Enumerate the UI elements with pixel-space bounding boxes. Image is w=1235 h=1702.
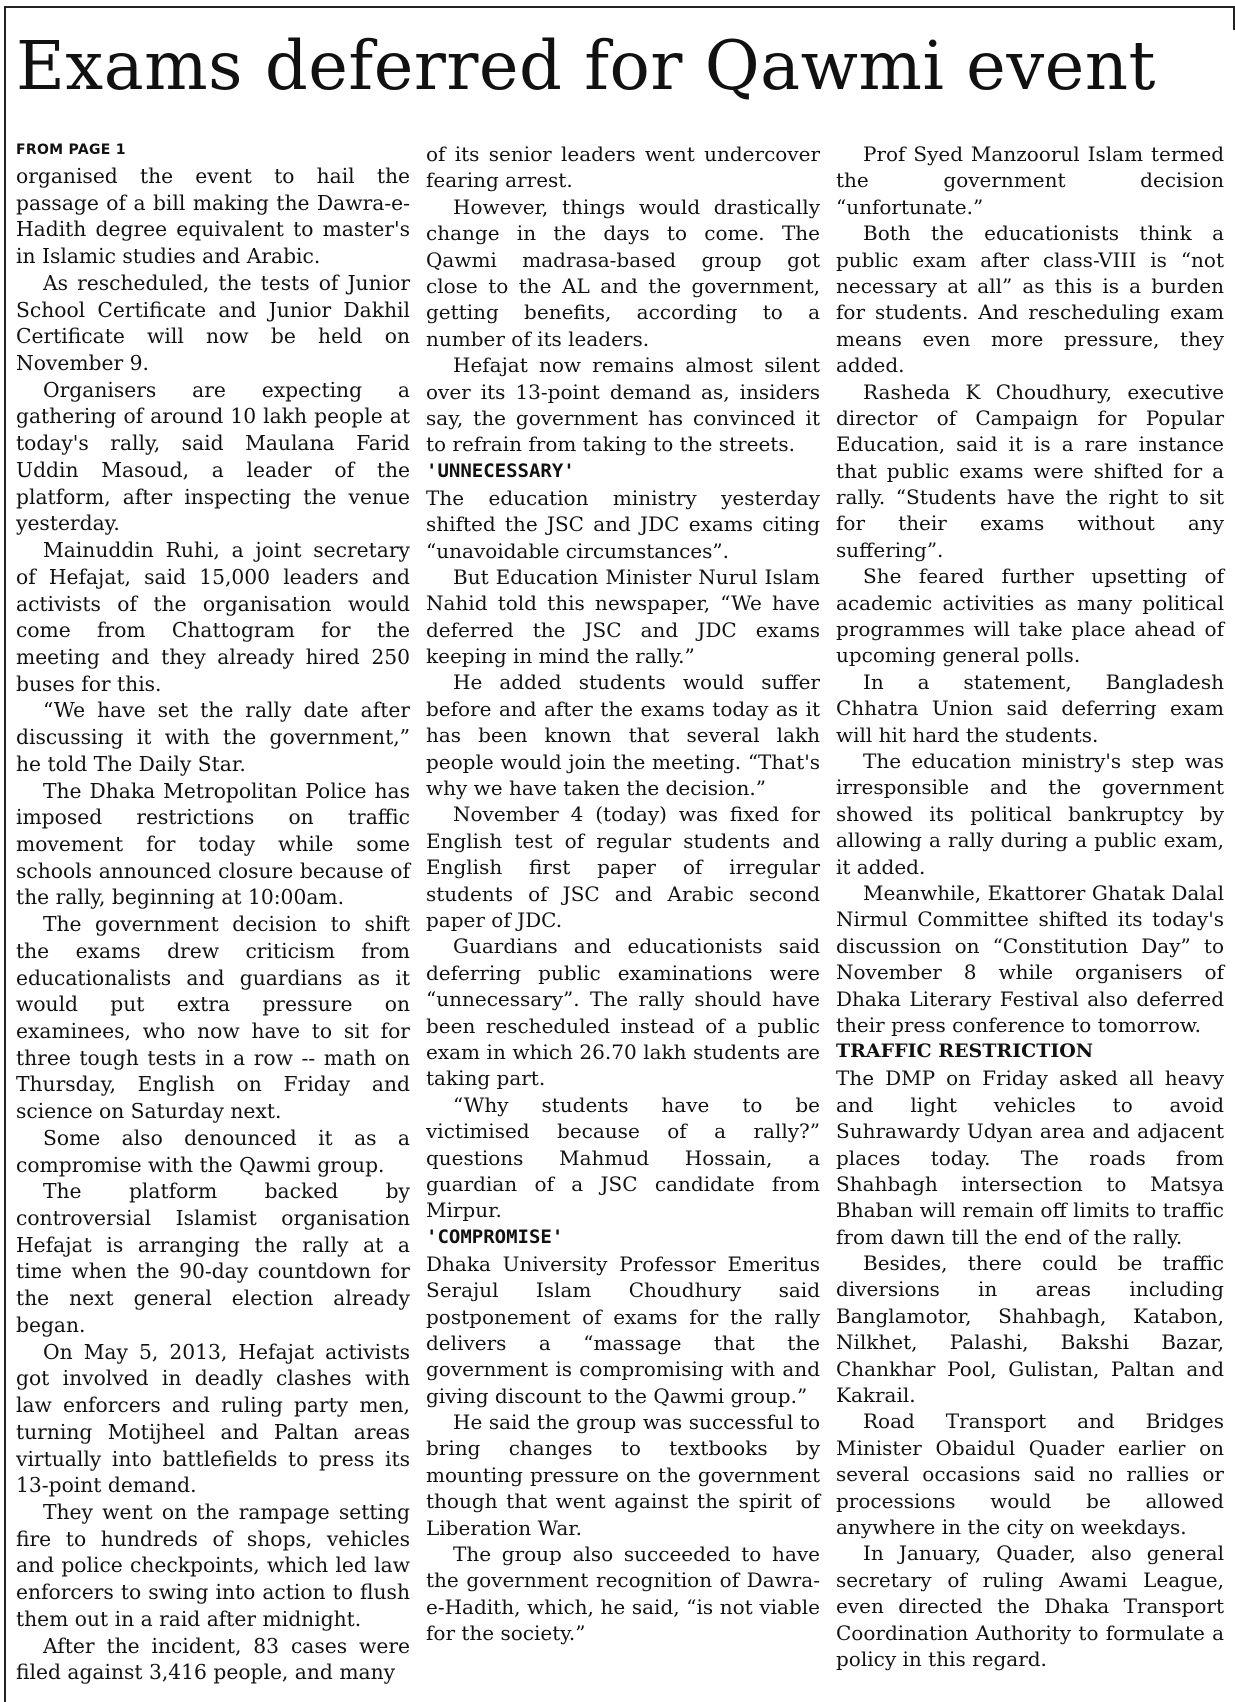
article-paragraph: The education ministry's step was irresponsible and the government showed its political bankruptcy by allowing a rally during a public exam, it added. (836, 748, 1224, 879)
article-paragraph: Organisers are expecting a gathering of around 10 lakh people at today's rally, said Maulana Farid Uddin Masoud, a leader of the platform, after inspecting the venue yesterday. (16, 377, 410, 536)
article-column-3 (836, 141, 1224, 1672)
article-column-1 (16, 141, 410, 1686)
top-border-rule (4, 6, 1235, 8)
article-paragraph: Prof Syed Manzoorul Islam termed the government decision “unfortunate.” (836, 142, 1224, 219)
article-paragraph: Some also denounced it as a compromise with the Qawmi group. (16, 1125, 410, 1177)
headline: Exams deferred for Qawmi event (16, 27, 1156, 105)
kicker-from-page: FROM PAGE 1 (16, 142, 126, 158)
article-paragraph: The government decision to shift the exams drew criticism from educationalists and guardians as it would put extra pressure on examinees, who now have to sit for three tough tests in a row -- math on Thursday, English on Friday and science on Saturday next. (16, 912, 410, 1124)
article-paragraph: November 4 (today) was fixed for English test of regular students and English first paper of irregular students of JSC and Arabic second paper of JDC. (426, 802, 820, 932)
article-paragraph: The group also succeeded to have the government recognition of Dawra-e-Hadith, which, he said, “is not viable for the society.” (426, 1542, 820, 1646)
article-paragraph: Mainuddin Ruhi, a joint secretary of Hefajat, said 15,000 leaders and activists of the organisation would come from Chattogram for the meeting and they already hired 250 buses for this. (16, 538, 410, 696)
article-paragraph: Road Transport and Bridges Minister Obaidul Quader earlier on several occasions said no rallies or processions would be allowed anywhere in the city on weekdays. (836, 1409, 1224, 1539)
article-paragraph: The platform backed by controversial Islamist organisation Hefajat is arranging the rally at a time when the 90-day countdown for the next general election already began. (16, 1179, 410, 1337)
article-paragraph: They went on the rampage setting fire to hundreds of shops, vehicles and police checkpoints, which led law enforcers to swing into action to flush them out in a raid after midnight. (16, 1499, 410, 1631)
section-subhead: 'UNNECESSARY' (426, 459, 575, 482)
article-paragraph: “We have set the rally date after discussing it with the government,” he told The Daily Star. (16, 698, 410, 776)
article-paragraph: As rescheduled, the tests of Junior School Certificate and Junior Dakhil Certificate will now be held on November 9. (16, 270, 410, 376)
article-paragraph: However, things would drastically change in the days to come. The Qawmi madrasa-based group got close to the AL and the government, getting benefits, according to a number of its leaders. (426, 194, 820, 351)
article-paragraph: After the incident, 83 cases were filed against 3,416 people, and many (16, 1633, 410, 1685)
article-paragraph: But Education Minister Nurul Islam Nahid told this newspaper, “We have deferred the JSC and JDC exams keeping in mind the rally.” (426, 564, 820, 669)
article-paragraph: Hefajat now remains almost silent over its 13-point demand as, insiders say, the government has convinced it to refrain from taking to the streets. (426, 353, 820, 457)
article-paragraph: Both the educationists think a public exam after class-VIII is “not necessary at all” as this is a burden for students. And rescheduling exam means even more pressure, they added. (836, 221, 1224, 378)
section-subhead: 'COMPROMISE' (426, 1225, 564, 1248)
article-paragraph: On May 5, 2013, Hefajat activists got involved in deadly clashes with law enforcers and ruling party men, turning Motijheel and Paltan areas virtually into battlefields to press its 13-point demand. (16, 1339, 410, 1498)
article-paragraph: The DMP on Friday asked all heavy and light vehicles to avoid Suhrawardy Udyan area and adjacent places today. The roads from Shahbagh intersection to Matsya Bhaban will remain off limits to traffic from dawn till the end of the rally. (836, 1066, 1224, 1249)
article-paragraph: Dhaka University Professor Emeritus Serajul Islam Choudhury said postponement of exams for the rally delivers a “massage that the government is compromising with and giving discount to the Qawmi group.” (426, 1251, 820, 1408)
article-paragraph: “Why students have to be victimised because of a rally?” questions Mahmud Hossain, a guardian of a JSC candidate from Mirpur. (426, 1092, 820, 1223)
article-paragraph: The education ministry yesterday shifted the JSC and JDC exams citing “unavoidable circumstances”. (426, 485, 820, 563)
article-column-2 (426, 141, 820, 1647)
article-paragraph: She feared further upsetting of academic activities as many political programmes will take place ahead of upcoming general polls. (836, 564, 1224, 668)
article-paragraph: Besides, there could be traffic diversions in areas including Banglamotor, Shahbagh, Katabon, Nilkhet, Palashi, Bakshi Bazar, Chankhar Pool, Gulistan, Paltan and Kakrail. (836, 1251, 1224, 1408)
left-border-rule (4, 6, 6, 1702)
article-paragraph: In January, Quader, also general secretary of ruling Awami League, even directed the Dhaka Transport Coordination Authority to formulate a policy in this regard. (836, 1541, 1224, 1671)
article-paragraph: In a statement, Bangladesh Chhatra Union said deferring exam will hit hard the students. (836, 669, 1224, 747)
article-paragraph: He said the group was successful to bring changes to textbooks by mounting pressure on the government though that went against the spirit of Liberation War. (426, 1410, 820, 1540)
article-paragraph: Meanwhile, Ekattorer Ghatak Dalal Nirmul Committee shifted its today's discussion on “Constitution Day” to November 8 while organisers of Dhaka Literary Festival also deferred their press conference to tomorrow. (836, 880, 1224, 1037)
article-paragraph: of its senior leaders went undercover fearing arrest. (426, 142, 820, 193)
section-subhead: TRAFFIC RESTRICTION (836, 1040, 1094, 1063)
article-paragraph: Rasheda K Choudhury, executive director of Campaign for Popular Education, said it is a rare instance that public exams were shifted for a rally. “Students have the right to sit for their exams without any suffering”. (836, 379, 1224, 562)
article-paragraph: The Dhaka Metropolitan Police has imposed restrictions on traffic movement for today while some schools announced closure because of the rally, beginning at 10:00am. (16, 778, 410, 910)
article-paragraph: He added students would suffer before and after the exams today as it has been known that several lakh people would join the meeting. “That's why we have taken the decision.” (426, 670, 820, 801)
article-paragraph: Guardians and educationists said deferring public examinations were “unnecessary”. The rally should have been rescheduled instead of a public exam in which 26.70 lakh students are taking part. (426, 934, 820, 1091)
article-paragraph: organised the event to hail the passage of a bill making the Dawra-e-Hadith degree equivalent to master's in Islamic studies and Arabic. (16, 164, 410, 269)
